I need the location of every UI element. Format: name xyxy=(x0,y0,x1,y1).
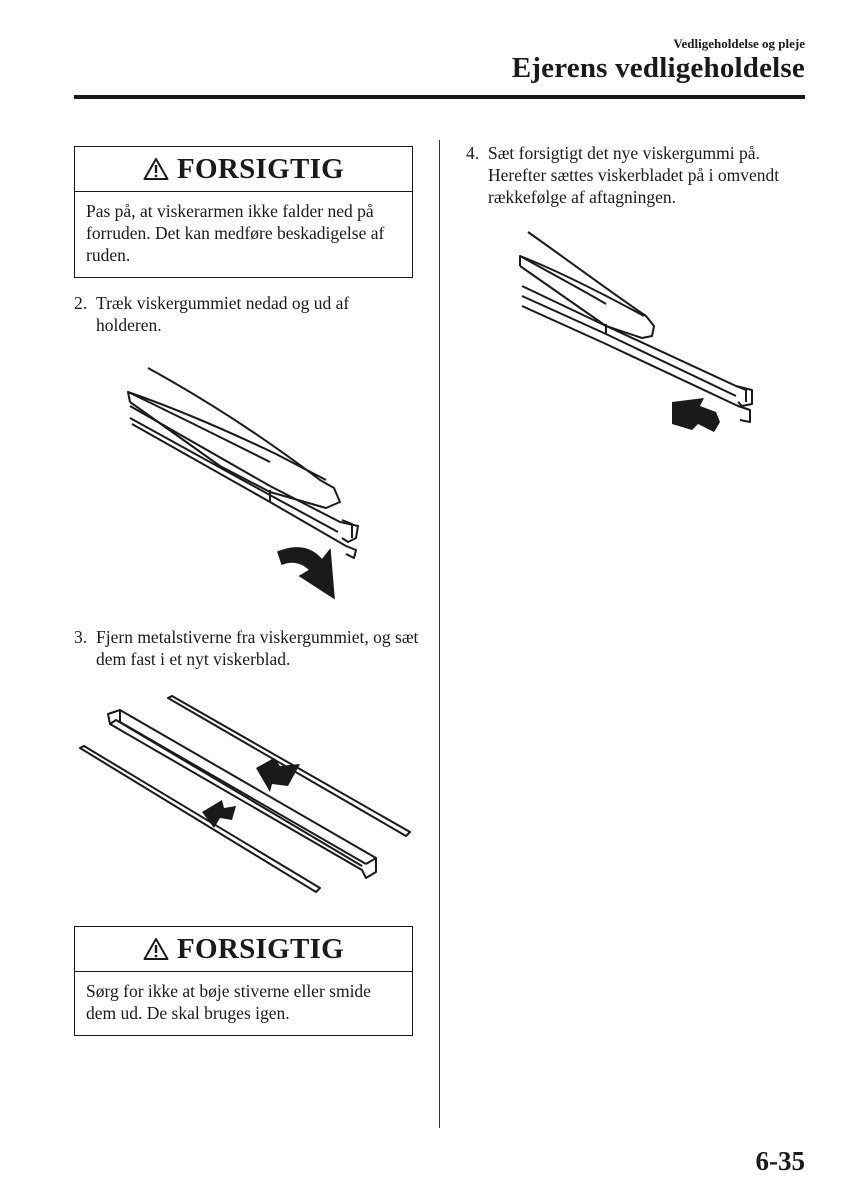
caution-box-1 xyxy=(74,146,413,278)
step-number: 2. xyxy=(74,293,88,313)
caution-box-2 xyxy=(74,926,413,1036)
insert-arrow-icon xyxy=(256,758,300,792)
page-number: 6-35 xyxy=(755,1146,805,1176)
step-4 xyxy=(466,142,806,208)
column-divider xyxy=(439,140,440,1128)
step-2 xyxy=(74,292,419,336)
metal-stiffeners-illustration xyxy=(76,692,416,898)
caution-label: FORSIGTIG xyxy=(176,932,345,965)
page-title: Ejerens vedligeholdelse xyxy=(511,52,805,84)
step-3 xyxy=(74,626,419,670)
insert-arrow-icon xyxy=(202,800,236,828)
wiper-rubber-removal-illustration xyxy=(120,362,370,602)
caution-text: Pas på, at viskerarmen ikke falder ned på forruden. Det kan medføre beskadigelse af ruden. xyxy=(86,201,385,265)
caution-label: FORSIGTIG xyxy=(176,152,345,185)
caution-header xyxy=(75,147,412,192)
step-number: 4. xyxy=(466,143,480,163)
step-text: Fjern metalstiverne fra viskergummiet, og sæt dem fast i et nyt viskerblad. xyxy=(96,627,419,669)
header-rule xyxy=(74,95,805,99)
curved-arrow-icon xyxy=(278,548,334,598)
caution-text: Sørg for ikke at bøje stiverne eller smide dem ud. De skal bruges igen. xyxy=(86,981,371,1023)
caution-header xyxy=(75,927,412,972)
step-text: Træk viskergummiet nedad og ud af holderen. xyxy=(96,293,350,335)
insert-arrow-icon xyxy=(672,398,720,432)
warning-triangle-icon xyxy=(143,157,169,181)
step-text: Sæt forsigtigt det nye viskergummi på. Herefter sættes viskerbladet på i omvendt rækkefølge af aftagningen. xyxy=(488,143,780,207)
step-number: 3. xyxy=(74,627,88,647)
section-header: Vedligeholdelse og pleje xyxy=(673,36,805,51)
wiper-rubber-install-illustration xyxy=(516,226,756,440)
warning-triangle-icon xyxy=(143,937,169,961)
